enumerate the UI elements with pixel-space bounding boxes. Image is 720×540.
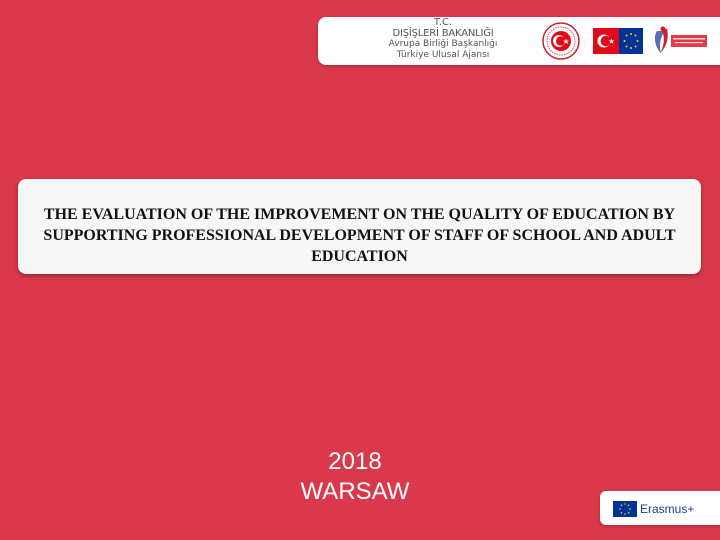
national-agency-logo-icon bbox=[651, 25, 709, 57]
erasmus-logo-panel bbox=[600, 491, 720, 525]
ministry-line-2: DIŞİŞLERİ BAKANLIĞI bbox=[392, 28, 494, 39]
city-label: WARSAW bbox=[300, 478, 410, 505]
eu-flag-icon bbox=[613, 501, 637, 517]
turkey-eu-flag-icon bbox=[593, 28, 643, 54]
ministry-line-1: T.C. bbox=[433, 17, 453, 28]
ministry-line-3: Avrupa Birliği Başkanlığı bbox=[388, 39, 498, 49]
ministry-line-4: Türkiye Ulusal Ajansı bbox=[396, 50, 490, 60]
presentation-title: THE EVALUATION OF THE IMPROVEMENT ON THE QUALITY OF EDUCATION BY SUPPORTING PROFESSIONAL DEVELOPMENT OF STAFF OF SCHOOL AND ADULT EDUCATION bbox=[43, 206, 676, 265]
title-panel bbox=[18, 179, 701, 274]
ministry-seal-icon bbox=[542, 22, 580, 60]
ministry-text bbox=[378, 17, 508, 61]
year-label: 2018 bbox=[328, 448, 382, 475]
erasmus-label: Erasmus+ bbox=[640, 502, 695, 516]
header-banner bbox=[318, 17, 720, 65]
